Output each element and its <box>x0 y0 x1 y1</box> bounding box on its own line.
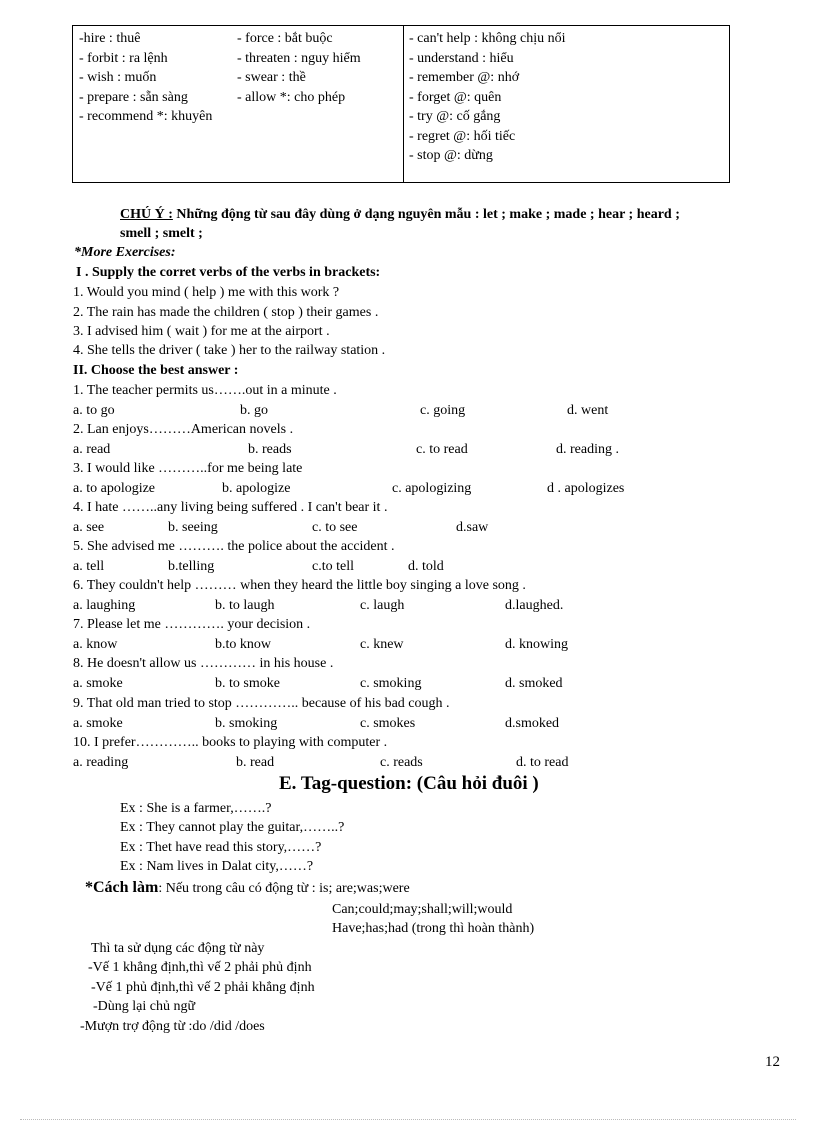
question-text: 8. He doesn't allow us ………… in his house . <box>73 656 334 671</box>
question-text: 2. Lan enjoys………American novels . <box>73 422 294 437</box>
method-line-1 <box>85 879 410 898</box>
vocab-item: - forget @: quên <box>409 89 502 105</box>
answer-option: b. go <box>240 403 268 418</box>
answer-option: a. know <box>73 637 118 652</box>
page-number: 12 <box>765 1054 780 1070</box>
table-divider <box>403 26 404 182</box>
answer-option: c. knew <box>360 637 404 652</box>
vocab-item: - stop @: dừng <box>409 148 493 163</box>
note-label: CHÚ Ý : <box>120 207 173 222</box>
vocab-col-3 <box>409 29 566 166</box>
answer-option: d. to read <box>516 755 569 770</box>
example-line: Ex : Nam lives in Dalat city,……? <box>120 859 314 874</box>
answer-option: a. reading <box>73 755 129 770</box>
vocab-table <box>72 25 730 183</box>
question-text: 4. I hate ……..any living being suffered . I can't bear it . <box>73 500 388 515</box>
answer-option: d . apologizes <box>547 481 625 496</box>
answer-option: b. to smoke <box>215 676 280 691</box>
answer-option: a. see <box>73 520 105 535</box>
answer-option: c. smokes <box>360 716 416 731</box>
vocab-item: - wish : muốn <box>79 70 157 85</box>
vocab-item: - understand : hiểu <box>409 50 514 66</box>
question-text: 10. I prefer………….. books to playing with computer . <box>73 735 388 750</box>
answer-option: d. went <box>567 403 609 418</box>
example-line: Ex : She is a farmer,…….? <box>120 801 272 816</box>
question-text: 7. Please let me …………. your decision . <box>73 617 311 632</box>
rule-line: -Vế 1 phủ định,thì vế 2 phải khẳng định <box>91 980 315 995</box>
answer-option: a. to apologize <box>73 481 156 496</box>
vocab-item: - force : bắt buộc <box>237 31 333 46</box>
vocab-item: - swear : thề <box>237 70 306 85</box>
vocab-item: - recommend *: khuyên <box>79 109 213 124</box>
method-line-3: Have;has;had (trong thì hoàn thành) <box>332 921 535 936</box>
answer-option: a. read <box>73 442 111 457</box>
question-text: 6. They couldn't help ……… when they heard the little boy singing a love song . <box>73 578 526 593</box>
section1-item: 4. She tells the driver ( take ) her to the railway station . <box>73 343 386 358</box>
question-text: 3. I would like ………..for me being late <box>73 461 303 476</box>
answer-option: d. reading . <box>556 442 619 457</box>
rule-line: Thì ta sử dụng các động từ này <box>91 941 265 956</box>
vocab-item: - remember @: nhớ <box>409 70 520 85</box>
answer-option: c.to tell <box>312 559 354 574</box>
answer-option: d. knowing <box>505 637 568 652</box>
answer-option: d.smoked <box>505 716 560 731</box>
answer-option: b. to laugh <box>215 598 275 613</box>
rule-line: -Vế 1 khẳng định,thì vế 2 phải phủ định <box>88 960 312 975</box>
question-text: 9. That old man tried to stop ………….. because of his bad cough . <box>73 696 450 711</box>
vocab-item: - prepare : sẵn sàng <box>79 89 188 105</box>
answer-option: d. smoked <box>505 676 563 691</box>
method-text: : Nếu trong câu có động từ : is; are;was;were <box>158 881 410 896</box>
method-label: *Cách làm <box>85 879 159 896</box>
note-text: Những động từ sau đây dùng ở dạng nguyên mẫu : let ; make ; made ; hear ; heard ; <box>176 207 680 222</box>
vocab-item: - threaten : nguy hiểm <box>237 50 361 66</box>
vocab-col-1 <box>79 29 212 127</box>
answer-option: c. reads <box>380 755 423 770</box>
answer-option: b. reads <box>248 442 292 457</box>
answer-option: d. told <box>408 559 444 574</box>
answer-option: c. laugh <box>360 598 405 613</box>
answer-option: c. apologizing <box>392 481 472 496</box>
rule-line: -Dùng lại chủ ngữ <box>93 999 196 1014</box>
vocab-item: - allow *: cho phép <box>237 89 346 105</box>
answer-option: b.telling <box>168 559 215 574</box>
footer-divider <box>20 1119 796 1120</box>
vocab-item: -hire : thuê <box>79 31 141 46</box>
vocab-col-2 <box>237 29 361 107</box>
answer-option: a. tell <box>73 559 105 574</box>
note-line-2: smell ; smelt ; <box>120 226 203 241</box>
answer-option: a. to go <box>73 403 115 418</box>
answer-option: a. smoke <box>73 716 123 731</box>
answer-option: d.laughed. <box>505 598 564 613</box>
answer-option: b.to know <box>215 637 271 652</box>
section1-title: I . Supply the corret verbs of the verbs in brackets: <box>76 265 381 280</box>
vocab-item: - can't help : không chịu nổi <box>409 31 566 46</box>
section1-item: 2. The rain has made the children ( stop ) their games . <box>73 305 379 320</box>
question-text: 1. The teacher permits us…….out in a minute . <box>73 383 337 398</box>
answer-option: c. to see <box>312 520 358 535</box>
answer-option: d.saw <box>456 520 489 535</box>
answer-option: b. smoking <box>215 716 278 731</box>
section-e-heading: E. Tag-question: (Câu hỏi đuôi ) <box>279 773 539 794</box>
method-line-2: Can;could;may;shall;will;would <box>332 902 513 917</box>
section1-item: 1. Would you mind ( help ) me with this work ? <box>73 285 340 300</box>
example-line: Ex : They cannot play the guitar,……..? <box>120 820 345 835</box>
example-line: Ex : Thet have read this story,……? <box>120 840 322 855</box>
answer-option: b. seeing <box>168 520 218 535</box>
answer-option: c. going <box>420 403 466 418</box>
answer-option: b. read <box>236 755 275 770</box>
vocab-item: - try @: cố gắng <box>409 109 501 124</box>
more-exercises-heading: *More Exercises: <box>74 245 176 260</box>
vocab-item: - regret @: hối tiếc <box>409 128 516 144</box>
question-text: 5. She advised me ………. the police about the accident . <box>73 539 395 554</box>
answer-option: c. to read <box>416 442 468 457</box>
answer-option: a. laughing <box>73 598 136 613</box>
answer-option: b. apologize <box>222 481 291 496</box>
answer-option: c. smoking <box>360 676 422 691</box>
section1-item: 3. I advised him ( wait ) for me at the airport . <box>73 324 330 339</box>
vocab-item: - forbit : ra lệnh <box>79 50 168 66</box>
section2-title: II. Choose the best answer : <box>73 363 239 378</box>
note-line-1 <box>120 206 680 224</box>
answer-option: a. smoke <box>73 676 123 691</box>
rule-line: -Mượn trợ động từ :do /did /does <box>80 1019 265 1034</box>
